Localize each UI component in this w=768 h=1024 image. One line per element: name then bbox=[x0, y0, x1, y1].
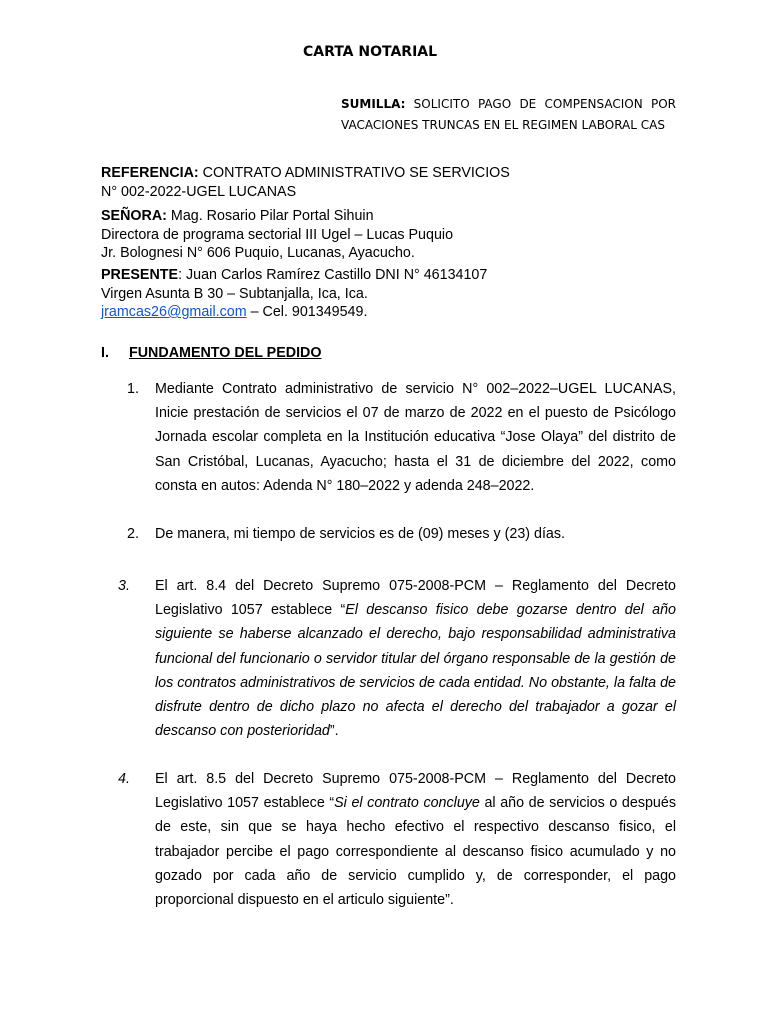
sumilla-text-2: VACACIONES TRUNCAS EN EL REGIMEN LABORAL CAS bbox=[341, 118, 665, 132]
list-item-text-plain: El art. 8.4 del Decreto Supremo 075-2008-PCM – Reglamento del Decreto Legislativo 1057 establece “ bbox=[155, 578, 676, 619]
referencia-block bbox=[101, 164, 701, 201]
referencia-text-1: CONTRATO ADMINISTRATIVO SE SERVICIOS bbox=[198, 165, 510, 181]
list-item-text bbox=[155, 574, 676, 743]
senora-block bbox=[101, 207, 701, 263]
sumilla-line-1 bbox=[341, 94, 676, 115]
list-item-text: Mediante Contrato administrativo de servicio N° 002–2022–UGEL LUCANAS, Inicie prestación de servicios el 07 de marzo de 2022 en el puesto de Psicólogo Jornada escolar completa en la Institución educativa “Jose Olaya” del distrito de San Cristóbal, Lucanas, Ayacucho; hasta el 31 de diciembre del 2022, como consta en autos: Adenda N° 180–2022 y adenda 248–2022. bbox=[155, 381, 676, 494]
list-item-text bbox=[155, 767, 676, 912]
section-title: FUNDAMENTO DEL PEDIDO bbox=[129, 345, 322, 361]
presente-phone: – Cel. 901349549. bbox=[246, 304, 368, 320]
list-item bbox=[101, 574, 676, 743]
sumilla-block bbox=[341, 94, 676, 136]
referencia-label: REFERENCIA: bbox=[101, 165, 199, 181]
list-item-text-plain: El art. 8.5 del Decreto Supremo 075-2008-PCM – Reglamento del Decreto Legislativo 1057 establece “ bbox=[155, 771, 676, 812]
list-item-number: 3. bbox=[118, 578, 130, 594]
section-heading bbox=[101, 345, 322, 361]
list-item-text-end: ”. bbox=[329, 723, 339, 740]
sumilla-text-1: SOLICITO PAGO DE COMPENSACION POR bbox=[405, 97, 676, 111]
section-number: I. bbox=[101, 345, 109, 361]
list-item-text-rest: al año de servicios o después de este, sin que se haya hecho efectivo el respectivo descanso fisico, el trabajador percibe el pago correspondiente al descanso fisico acumulado y no gozado por cada año de servicio cumplido y, de corresponder, el pago proporcional dispuesto en el articulo siguiente”. bbox=[155, 795, 676, 909]
presente-label: PRESENTE bbox=[101, 267, 179, 283]
referencia-text-2: N° 002-2022-UGEL LUCANAS bbox=[101, 183, 297, 200]
senora-address: Jr. Bolognesi N° 606 Puquio, Lucanas, Ayacucho. bbox=[101, 245, 415, 261]
presente-address: Virgen Asunta B 30 – Subtanjalla, Ica, Ica. bbox=[101, 285, 368, 302]
document-title: CARTA NOTARIAL bbox=[302, 44, 438, 60]
list-item bbox=[101, 377, 676, 498]
senora-position: Directora de programa sectorial III Ugel – Lucas Puquio bbox=[101, 226, 454, 243]
senora-label: SEÑORA: bbox=[101, 208, 167, 224]
senora-name: Mag. Rosario Pilar Portal Sihuin bbox=[166, 208, 374, 224]
list-item-number: 2. bbox=[127, 526, 139, 542]
list-item bbox=[101, 522, 676, 546]
list-item bbox=[101, 767, 676, 912]
presente-block bbox=[101, 266, 701, 322]
sumilla-label: SUMILLA: bbox=[341, 97, 406, 111]
list-item-text-quote: Si el contrato concluye bbox=[334, 795, 480, 812]
list-item-text: De manera, mi tiempo de servicios es de (09) meses y (23) días. bbox=[155, 526, 566, 542]
email-link[interactable]: jramcas26@gmail.com bbox=[101, 304, 247, 320]
list-item-text-quote: El descanso fisico debe gozarse dentro del año siguiente se haberse alcanzado el derecho, bajo responsabilidad administrativa funcional del funcionario o servidor titular del órgano responsable de la gestión de los contratos administrativos de servicios de cada entidad. No obstante, la falta de disfrute dentro de dicho plazo no afecta el derecho del trabajador a gozar el descanso con posterioridad bbox=[155, 602, 676, 740]
list-item-number: 4. bbox=[118, 771, 130, 787]
list-item-number: 1. bbox=[127, 381, 139, 397]
presente-name: : Juan Carlos Ramírez Castillo DNI N° 46134107 bbox=[178, 267, 488, 283]
